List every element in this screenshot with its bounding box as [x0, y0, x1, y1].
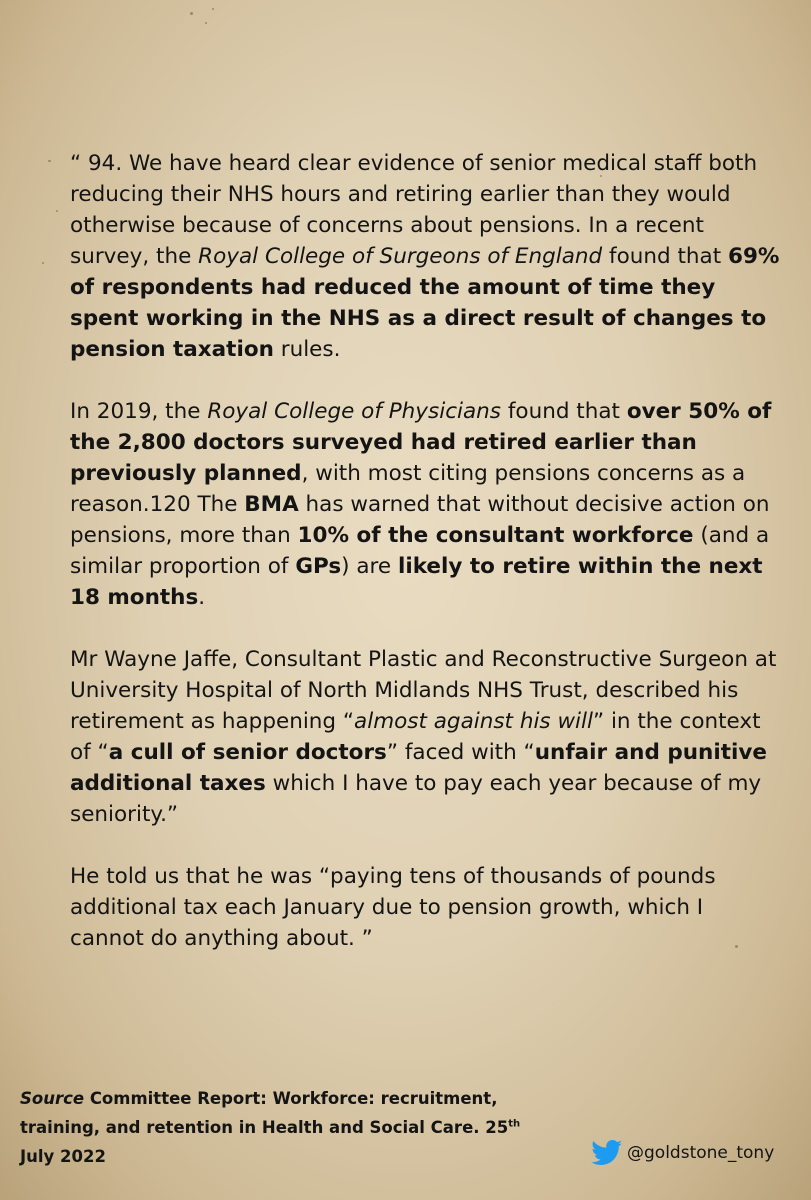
text-run: Mr Wayne Jaffe, Consultant Plastic and Reconstructive Surgeon at University Hospital of North Midlands NHS Trust, described his retirement as happening “ — [70, 647, 777, 734]
bold-run: over 50% of the 2,800 doctors surveyed had retired earlier than previously planned — [70, 399, 772, 486]
source-text: Committee Report: Workforce: recruitment, training, and retention in Health and Social Care. 25 — [20, 1089, 509, 1137]
text-run: “ 94. We have heard clear evidence of senior medical staff both reducing their NHS hours and retiring earlier than they would otherwise because of concerns about pensions. In a recent survey, the — [70, 151, 758, 269]
text-run: ” faced with “ — [386, 740, 535, 765]
bold-run: 10% of the consultant workforce — [297, 523, 694, 548]
paper-speck — [48, 160, 51, 162]
bold-run: likely to retire within the next 18 months — [70, 554, 763, 610]
italic-run: almost against his will — [354, 709, 593, 734]
text-run: found that — [602, 244, 728, 269]
quote-paragraph-1 — [70, 148, 782, 365]
handle-text[interactable]: @goldstone_tony — [627, 1143, 775, 1163]
paper-speck — [190, 12, 193, 15]
source-label: Source — [20, 1089, 85, 1108]
quote-paragraph-2 — [70, 396, 782, 613]
italic-run: Royal College of Physicians — [207, 399, 502, 424]
bold-run: a cull of senior doctors — [108, 740, 387, 765]
text-run: He told us that he was “paying tens of thousands of pounds additional tax each January due to pension growth, which I cannot do anything about. ” — [70, 864, 716, 951]
bold-run: unfair and punitive additional taxes — [70, 740, 767, 796]
paper-speck — [205, 22, 207, 24]
bold-run: 69% of respondents had reduced the amount of time they spent working in the NHS as a direct result of changes to pension taxation — [70, 244, 780, 362]
text-run: . — [198, 585, 206, 610]
paper-speck — [212, 8, 214, 10]
text-run: which I have to pay each year because of my seniority.” — [70, 771, 762, 827]
text-run: ” in the context of “ — [70, 709, 761, 765]
quote-paragraph-3 — [70, 644, 782, 830]
date-superscript: th — [508, 1118, 521, 1130]
bold-run: BMA — [244, 492, 299, 517]
text-run: rules. — [273, 337, 341, 362]
bold-run: GPs — [295, 554, 342, 579]
source-citation — [20, 1084, 540, 1171]
text-run: (and a similar proportion of — [70, 523, 770, 579]
text-run: has warned that without decisive action on pensions, more than — [70, 492, 770, 548]
twitter-bird-icon — [591, 1140, 623, 1166]
text-run: found that — [501, 399, 627, 424]
quote-paragraph-4 — [70, 861, 782, 954]
source-date-text: July 2022 — [20, 1147, 106, 1166]
text-run: , with most citing pensions concerns as a reason.120 The — [70, 461, 746, 517]
twitter-handle[interactable] — [591, 1140, 774, 1166]
quote-body — [70, 148, 782, 985]
text-run: In 2019, the — [70, 399, 208, 424]
paper-speck — [56, 210, 58, 212]
italic-run: Royal College of Surgeons of England — [198, 244, 603, 269]
paper-speck — [42, 262, 44, 264]
text-run: ) are — [341, 554, 398, 579]
